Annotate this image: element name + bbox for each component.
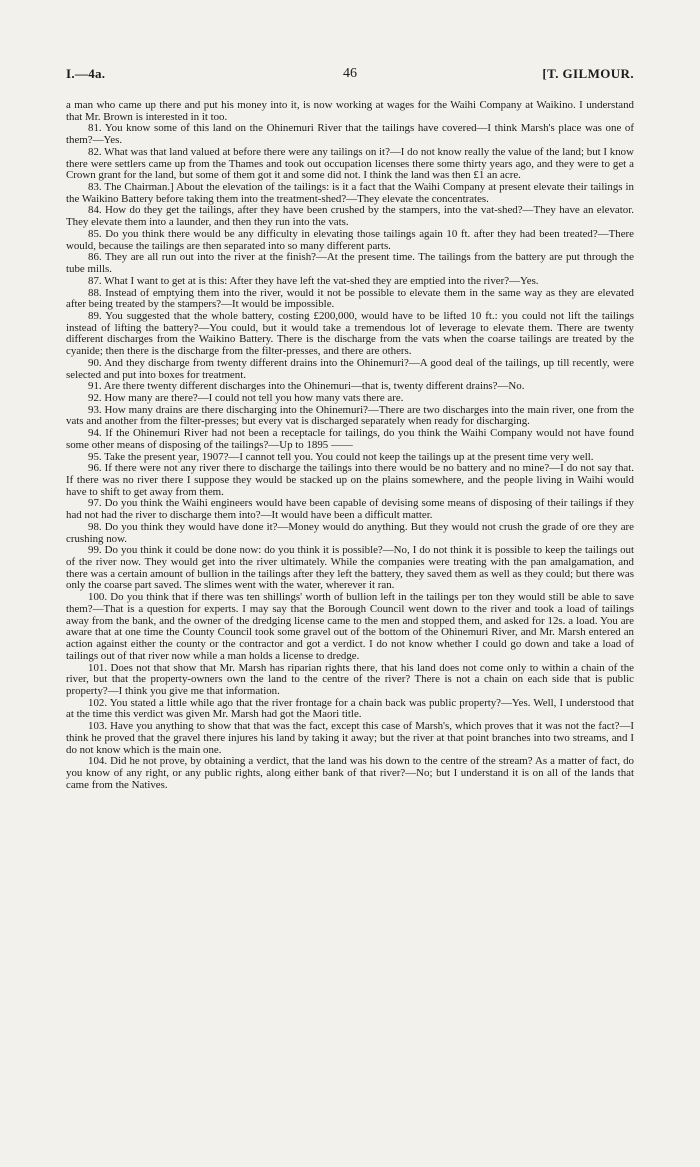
question-83: 83. The Chairman.] About the elevation of the tailings: is it a fact that the Waihi Company at present elevate their tailings in the Waikino Battery before taking them into the treatment-shed?—They elevate the concentrates. (66, 181, 634, 205)
question-85: 85. Do you think there would be any difficulty in elevating those tailings again 10 ft. after they had been treated?—There would, because the tailings are then separated into so many different parts. (66, 227, 634, 252)
page-number: 46 (343, 66, 357, 81)
question-98: 98. Do you think they would have done it?—Money would do anything. But they would not crush the grade of ore they are crushing now. (66, 520, 634, 545)
paragraph-continuation: a man who came up there and put his money into it, is now working at wages for the Waihi Company at Waikino. I understand that Mr. Brown is interested in it too. (66, 99, 634, 123)
question-91: 91. Are there twenty different discharges into the Ohinemuri—that is, twenty different drains?—No. (88, 380, 525, 393)
question-94: 94. If the Ohinemuri River had not been a receptacle for tailings, do you think the Waihi Company would not have found some other means of disposing of the tailings?—Up to 1895 —— (66, 427, 634, 451)
question-101: 101. Does not that show that Mr. Marsh has riparian rights there, that his land does not come only to within a chain of the river, but that the property-owners own the land to the centre of the river? There is not a chain on each side that is public property?—I think you give me that information. (66, 661, 634, 697)
evidence-text (66, 100, 634, 791)
question-93: 93. How many drains are there discharging into the Ohinemuri?—There are two discharges into the main river, one from the vats and another from the filter-presses; but every vat is discharged separately when ready for discharging. (66, 403, 634, 428)
question-84: 84. How do they get the tailings, after they have been crushed by the stampers, into the vat-shed?—They have an elevator. They elevate them into a launder, and then they run into the vats. (66, 204, 634, 229)
question-86: 86. They are all run out into the river at the finish?—At the present time. The tailings from the battery are put through the tube mills. (66, 251, 634, 276)
report-code: I.—4a. (66, 66, 106, 81)
question-92: 92. How many are there?—I could not tell you how many vats there are. (88, 391, 404, 404)
question-82: 82. What was that land valued at before there were any tailings on it?—I do not know really the value of the land; but I know there were settlers came up from the Thames and took out occupation licenses there some thirty years ago, and they were to get a Crown grant for the land, but some of them got it and some did not. I think the land was then £1 an acre. (66, 145, 634, 182)
question-95: 95. Take the present year, 1907?—I cannot tell you. You could not keep the tailings up at the present time very well. (88, 450, 594, 463)
page-header (66, 66, 634, 88)
question-89: 89. You suggested that the whole battery, costing £200,000, would have to be lifted 10 ft.: you could not lift the tailings instead of lifting the battery?—You could, but it would take a tremendous lot of leverage to elevate them. There are twenty different discharges from the Waikino Battery. There is the discharge from the vats when the coarse tailings are treated by the cyanide; then there is the discharge from the filter-presses, and there are others. (66, 309, 634, 358)
question-90: 90. And they discharge from twenty different drains into the Ohinemuri?—A good deal of the tailings, up till recently, were selected and put into boxes for treatment. (66, 356, 634, 381)
question-96: 96. If there were not any river there to discharge the tailings into there would be no battery and no mine?—I do not say that. If there was no river there I suppose they would be stacked up on the plains somewhere, and the people living in Waihi would have to shift to get away from them. (66, 462, 634, 498)
question-81: 81. You know some of this land on the Ohinemuri River that the tailings have covered—I think Marsh's place was one of them?—Yes. (66, 122, 634, 147)
question-88: 88. Instead of emptying them into the river, would it not be possible to elevate them in the same way as they are elevated after being treated by the stampers?—It would be impossible. (66, 286, 634, 311)
question-99: 99. Do you think it could be done now: do you think it is possible?—No, I do not think it is possible to keep the tailings out of the river now. They would get into the river ultimately. While the companies were treating with the pan amalgamation, and there was a certain amount of bullion in the tailings after they left the battery, they saved them as well as they could; but there was only the coarse part saved. The slimes went with the water, wherever it ran. (66, 544, 634, 592)
question-104: 104. Did he not prove, by obtaining a verdict, that the land was his down to the centre of the stream? As a matter of fact, do you know of any right, or any public rights, along either bank of that river?—No; but I understand it is on all of the lands that came from the Natives. (66, 755, 634, 791)
question-100: 100. Do you think that if there was ten shillings' worth of bullion left in the tailings per ton they would still be able to save them?—That is a question for experts. I may say that the Borough Council went down to the river and took a load of tailings away from the bank, and the owner of the dredging license came to the men and stopped them, and asked for 12s. a load. You are aware that at one time the County Council took some gravel out of the bottom of the Ohinemuri River, and Mr. Marsh entered an action against either the county or the contractor and got a verdict. I do not know whether I could go down and take a load of tailings out of that river now while a man holds a license to dredge. (66, 591, 634, 662)
question-103: 103. Have you anything to show that that was the fact, except this case of Marsh's, which proves that it was not the fact?—I think he proved that the gravel there injures his land by taking it away; but the river at that point branches into two streams, and I do not know which is the main one. (66, 720, 634, 756)
question-102: 102. You stated a little while ago that the river frontage for a chain back was public property?—Yes. Well, I understood that at the time this verdict was given Mr. Marsh had got the Maori title. (66, 696, 634, 721)
question-87: 87. What I want to get at is this: After they have left the vat-shed they are emptied into the river?—Yes. (88, 274, 539, 287)
witness-name: [T. GILMOUR. (542, 66, 634, 81)
question-97: 97. Do you think the Waihi engineers would have been capable of devising some means of disposing of their tailings if they had not had the river to discharge them into?—It would have been a difficult matter. (66, 497, 634, 522)
